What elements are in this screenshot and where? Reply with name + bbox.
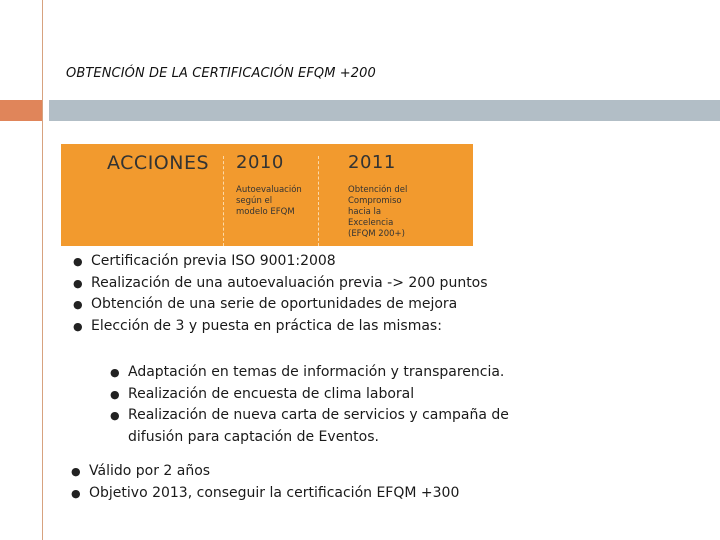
acciones-description: Autoevaluación según el modelo EFQM xyxy=(236,185,302,217)
extra-bullet-list xyxy=(71,461,460,504)
list-item xyxy=(73,294,488,316)
list-item-text: Objetivo 2013, conseguir la certificación EFQM +300 xyxy=(89,484,460,501)
list-item-text: Realización de encuesta de clima laboral xyxy=(128,385,415,402)
list-item xyxy=(110,362,528,384)
list-item-text: Obtención de una serie de oportunidades de mejora xyxy=(91,296,458,312)
list-item-text: Elección de 3 y puesta en práctica de las mismas: xyxy=(91,317,442,334)
bullet-icon: ● xyxy=(73,319,83,333)
main-bullet-list xyxy=(73,251,488,337)
bullet-icon: ● xyxy=(110,366,120,379)
acciones-label: ACCIONES xyxy=(107,152,210,174)
acciones-year: 2011 xyxy=(348,152,396,173)
list-item-text: Realización de nueva carta de servicios y campaña de difusión para captación de Eventos. xyxy=(128,407,509,445)
accent-block xyxy=(0,100,42,121)
bullet-icon: ● xyxy=(71,486,81,500)
acciones-divider xyxy=(223,156,224,246)
accent-bar xyxy=(49,100,720,121)
list-item xyxy=(110,384,528,406)
slide-title: OBTENCIÓN DE LA CERTIFICACIÓN EFQM +200 xyxy=(66,66,376,81)
acciones-banner xyxy=(61,144,473,246)
acciones-description: Obtención del Compromiso hacia la Excelencia (EFQM 200+) xyxy=(348,185,408,239)
list-item xyxy=(73,316,488,338)
list-item xyxy=(110,405,528,448)
sub-bullet-list xyxy=(110,362,528,448)
list-item-text: Válido por 2 años xyxy=(89,463,211,479)
bullet-icon: ● xyxy=(73,255,83,268)
acciones-column-2010 xyxy=(228,144,316,246)
bullet-icon: ● xyxy=(110,387,120,401)
bullet-icon: ● xyxy=(110,409,120,422)
acciones-year: 2010 xyxy=(236,152,284,173)
list-item xyxy=(71,461,459,483)
list-item xyxy=(73,251,488,273)
list-item-text: Adaptación en temas de información y transparencia. xyxy=(128,364,505,380)
acciones-divider xyxy=(318,156,319,246)
list-item-text: Realización de una autoevaluación previa -> 200 puntos xyxy=(91,274,488,291)
vertical-accent-line xyxy=(42,0,43,540)
list-item xyxy=(73,273,488,295)
list-item-text: Certificación previa ISO 9001:2008 xyxy=(91,253,336,269)
list-item xyxy=(71,483,460,505)
bullet-icon: ● xyxy=(73,276,83,290)
bullet-icon: ● xyxy=(73,298,83,311)
bullet-icon: ● xyxy=(71,465,81,478)
acciones-column-2011 xyxy=(340,144,440,246)
